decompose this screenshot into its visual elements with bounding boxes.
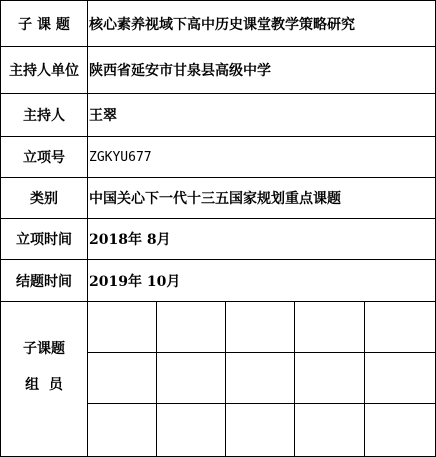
category-label: 类别 [30, 191, 58, 207]
member-column-divider [156, 301, 157, 457]
member-grid-divider [87, 403, 436, 404]
member-column-divider [294, 301, 295, 457]
project-number-label: 立项号 [23, 150, 65, 166]
row-divider [0, 301, 436, 302]
host-value: 王翠 [89, 108, 117, 124]
members-label-line1: 子课题 [23, 341, 65, 357]
host-unit-value: 陕西省延安市甘泉县高级中学 [89, 63, 271, 79]
project-number-value: ZGKYU677 [89, 149, 152, 165]
category-value: 中国关心下一代十三五国家规划重点课题 [89, 191, 341, 207]
subtopic-value: 核心素养视域下高中历史课堂教学策略研究 [89, 16, 355, 33]
members-label-line2: 组 员 [25, 377, 63, 393]
member-grid-divider [87, 352, 436, 353]
subtopic-label: 子 课 题 [18, 16, 70, 33]
host-label: 主持人 [23, 108, 65, 124]
completion-date-value: 2019年 10月 [89, 273, 181, 290]
host-unit-label: 主持人单位 [9, 63, 79, 79]
completion-date-label: 结题时间 [16, 273, 72, 290]
approval-date-label: 立项时间 [16, 232, 72, 248]
approval-date-value: 2018年 8月 [89, 232, 171, 248]
member-column-divider [364, 301, 365, 457]
member-column-divider [225, 301, 226, 457]
label-column-divider [87, 0, 88, 457]
